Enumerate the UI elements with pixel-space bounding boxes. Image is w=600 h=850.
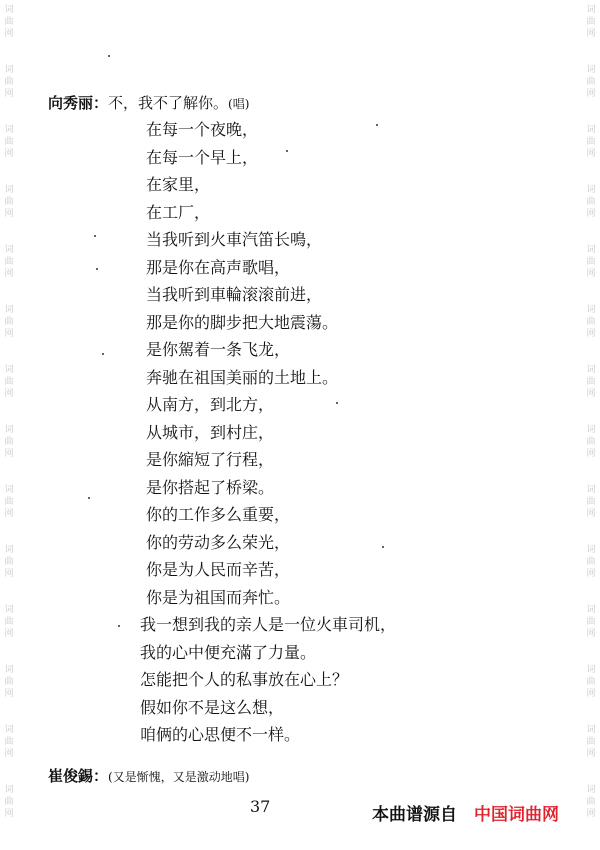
watermark-char: 词 xyxy=(4,545,14,555)
watermark-group xyxy=(586,604,595,640)
watermark-char: 曲 xyxy=(586,377,596,387)
watermark-char: 网 xyxy=(586,509,596,519)
watermark-char: 曲 xyxy=(586,77,596,87)
watermark-char: 曲 xyxy=(4,677,14,687)
lyric-line: 我一想到我的亲人是一位火車司机， xyxy=(140,615,397,634)
watermark-char: 曲 xyxy=(586,317,596,327)
song-lyrics xyxy=(140,116,397,749)
watermark-char: 网 xyxy=(4,509,14,519)
speaker-name: 向秀丽： xyxy=(48,94,109,112)
watermark-char: 网 xyxy=(586,749,596,759)
scan-speck xyxy=(286,150,288,152)
watermark-char: 曲 xyxy=(586,197,596,207)
scan-speck xyxy=(102,353,104,355)
lyric-line: 在工厂， xyxy=(146,202,211,222)
watermark-char: 词 xyxy=(586,485,596,495)
watermark-char: 词 xyxy=(586,5,596,15)
watermark-group xyxy=(586,124,595,160)
watermark-char: 词 xyxy=(4,785,14,795)
watermark-char: 曲 xyxy=(4,17,14,27)
watermark-group xyxy=(4,604,13,640)
source-site-link[interactable]: 中国词曲网 xyxy=(474,805,559,825)
watermark-char: 词 xyxy=(586,425,596,435)
watermark-group xyxy=(4,124,13,160)
opening-line xyxy=(48,92,249,113)
lyric-line: 你是为祖国而奔忙。 xyxy=(146,587,291,607)
watermark-char: 网 xyxy=(4,209,14,219)
dialogue-text: 不，我不了解你。 xyxy=(108,94,229,112)
watermark-char: 词 xyxy=(4,245,14,255)
watermark-char: 曲 xyxy=(586,17,596,27)
lyric-line: 你的工作多么重要， xyxy=(146,505,291,524)
watermark-char: 网 xyxy=(4,89,14,99)
watermark-char: 曲 xyxy=(4,197,14,207)
watermark-group xyxy=(586,664,595,700)
scan-speck xyxy=(96,268,98,270)
watermark-char: 网 xyxy=(586,29,596,39)
watermark-char: 网 xyxy=(4,629,14,639)
watermark-group xyxy=(4,424,13,460)
watermark-group xyxy=(586,424,595,460)
watermark-char: 曲 xyxy=(4,257,14,267)
watermark-char: 词 xyxy=(586,665,596,675)
scan-speck xyxy=(336,402,338,404)
watermark-char: 网 xyxy=(586,629,596,639)
watermark-char: 曲 xyxy=(4,437,14,447)
watermark-char: 网 xyxy=(4,329,14,339)
lyric-line: 从城市，到村庄， xyxy=(146,422,275,442)
watermark-char: 网 xyxy=(586,689,596,699)
watermark-char: 曲 xyxy=(586,557,596,567)
stage-direction: (唱) xyxy=(228,97,250,111)
lyric-line: 当我听到火車汽笛长鳴， xyxy=(146,230,323,249)
watermark-group xyxy=(4,484,13,520)
watermark-group xyxy=(4,244,13,280)
scan-speck xyxy=(118,625,120,627)
lyric-line: 在每一个早上， xyxy=(146,147,259,167)
watermark-group xyxy=(586,184,595,220)
watermark-char: 网 xyxy=(586,569,596,579)
watermark-char: 词 xyxy=(586,185,596,195)
watermark-char: 词 xyxy=(4,725,14,735)
watermark-char: 曲 xyxy=(586,437,596,447)
watermark-char: 曲 xyxy=(586,737,596,747)
watermark-char: 网 xyxy=(586,269,596,279)
watermark-char: 曲 xyxy=(4,377,14,387)
watermark-char: 词 xyxy=(586,125,596,135)
watermark-char: 词 xyxy=(586,545,596,555)
watermark-char: 曲 xyxy=(4,557,14,567)
lyric-line: 是你駕着一条飞龙， xyxy=(146,340,291,359)
watermark-group xyxy=(586,364,595,400)
watermark-char: 词 xyxy=(4,185,14,195)
watermark-group xyxy=(586,724,595,760)
lyric-line: 从南方，到北方， xyxy=(146,395,275,414)
watermark-char: 词 xyxy=(586,365,596,375)
lyric-line: 咱俩的心思便不一样。 xyxy=(140,725,301,744)
watermark-char: 网 xyxy=(4,569,14,579)
watermark-char: 词 xyxy=(4,5,14,15)
watermark-char: 曲 xyxy=(4,77,14,87)
watermark-char: 曲 xyxy=(4,317,14,327)
lyric-line: 怎能把个人的私事放在心上？ xyxy=(140,670,349,689)
watermark-char: 网 xyxy=(4,149,14,159)
watermark-group xyxy=(586,544,595,580)
watermark-char: 曲 xyxy=(586,677,596,687)
watermark-char: 词 xyxy=(4,605,14,615)
watermark-char: 曲 xyxy=(586,797,596,807)
watermark-char: 词 xyxy=(586,65,596,75)
watermark-char: 曲 xyxy=(4,797,14,807)
lyric-line: 在每一个夜晚， xyxy=(146,120,259,139)
watermark-char: 词 xyxy=(4,485,14,495)
watermark-group xyxy=(4,304,13,340)
watermark-char: 网 xyxy=(4,389,14,399)
scan-speck xyxy=(108,55,110,57)
watermark-char: 网 xyxy=(586,449,596,459)
watermark-char: 曲 xyxy=(4,737,14,747)
watermark-char: 网 xyxy=(586,149,596,159)
watermark-char: 网 xyxy=(4,689,14,699)
watermark-char: 网 xyxy=(4,269,14,279)
watermark-group xyxy=(586,244,595,280)
watermark-char: 词 xyxy=(4,65,14,75)
lyric-line: 你是为人民而辛苦， xyxy=(146,560,291,579)
watermark-char: 网 xyxy=(586,329,596,339)
watermark-char: 词 xyxy=(4,665,14,675)
watermark-char: 网 xyxy=(586,209,596,219)
watermark-char: 词 xyxy=(4,365,14,375)
watermark-group xyxy=(586,784,595,820)
watermark-char: 网 xyxy=(586,809,596,819)
watermark-char: 曲 xyxy=(586,497,596,507)
watermark-char: 词 xyxy=(4,305,14,315)
lyric-line: 是你搭起了桥梁。 xyxy=(146,477,275,497)
watermark-group xyxy=(4,4,13,40)
lyric-line: 那是你的脚步把大地震蕩。 xyxy=(146,312,339,332)
lyric-line: 你的劳动多么荣光， xyxy=(146,532,291,552)
watermark-char: 曲 xyxy=(4,497,14,507)
watermark-group xyxy=(586,64,595,100)
closing-line xyxy=(48,765,249,786)
lyric-line: 假如你不是这么想， xyxy=(140,697,285,717)
watermark-char: 词 xyxy=(4,425,14,435)
watermark-char: 网 xyxy=(4,449,14,459)
page-number: 37 xyxy=(250,797,271,816)
watermark-char: 词 xyxy=(586,305,596,315)
watermark-group xyxy=(4,544,13,580)
watermark-char: 曲 xyxy=(586,257,596,267)
watermark-char: 词 xyxy=(586,605,596,615)
watermark-char: 网 xyxy=(586,389,596,399)
lyric-line: 当我听到車輪滚滚前进， xyxy=(146,285,323,304)
lyric-line: 奔驰在祖国美丽的土地上。 xyxy=(146,367,339,387)
watermark-group xyxy=(4,64,13,100)
watermark-char: 曲 xyxy=(586,137,596,147)
stage-direction: (又是惭愧，又是激动地唱) xyxy=(108,770,250,784)
watermark-char: 曲 xyxy=(4,137,14,147)
scan-speck xyxy=(382,546,384,548)
lyric-line: 我的心中便充滿了力量。 xyxy=(140,642,317,662)
source-note: 本曲谱源自 xyxy=(372,805,457,825)
watermark-char: 曲 xyxy=(4,617,14,627)
watermark-char: 词 xyxy=(4,125,14,135)
watermark-group xyxy=(586,4,595,40)
speaker-name: 崔俊錫： xyxy=(48,767,109,785)
scan-speck xyxy=(376,124,378,126)
watermark-char: 网 xyxy=(4,749,14,759)
watermark-group xyxy=(4,184,13,220)
watermark-group xyxy=(4,784,13,820)
watermark-char: 词 xyxy=(586,725,596,735)
lyric-line: 是你縮短了行程， xyxy=(146,450,275,469)
watermark-group xyxy=(586,304,595,340)
scan-speck xyxy=(88,497,90,499)
watermark-group xyxy=(4,364,13,400)
watermark-strip-right xyxy=(584,0,598,850)
scan-speck xyxy=(94,235,96,237)
watermark-char: 词 xyxy=(586,245,596,255)
watermark-char: 网 xyxy=(4,809,14,819)
watermark-char: 网 xyxy=(586,89,596,99)
watermark-group xyxy=(586,484,595,520)
watermark-char: 网 xyxy=(4,29,14,39)
watermark-strip-left xyxy=(2,0,16,850)
lyric-line: 在家里， xyxy=(146,175,211,194)
watermark-char: 曲 xyxy=(586,617,596,627)
watermark-group xyxy=(4,664,13,700)
lyric-line: 那是你在高声歌唱， xyxy=(146,257,291,277)
watermark-group xyxy=(4,724,13,760)
watermark-char: 词 xyxy=(586,785,596,795)
